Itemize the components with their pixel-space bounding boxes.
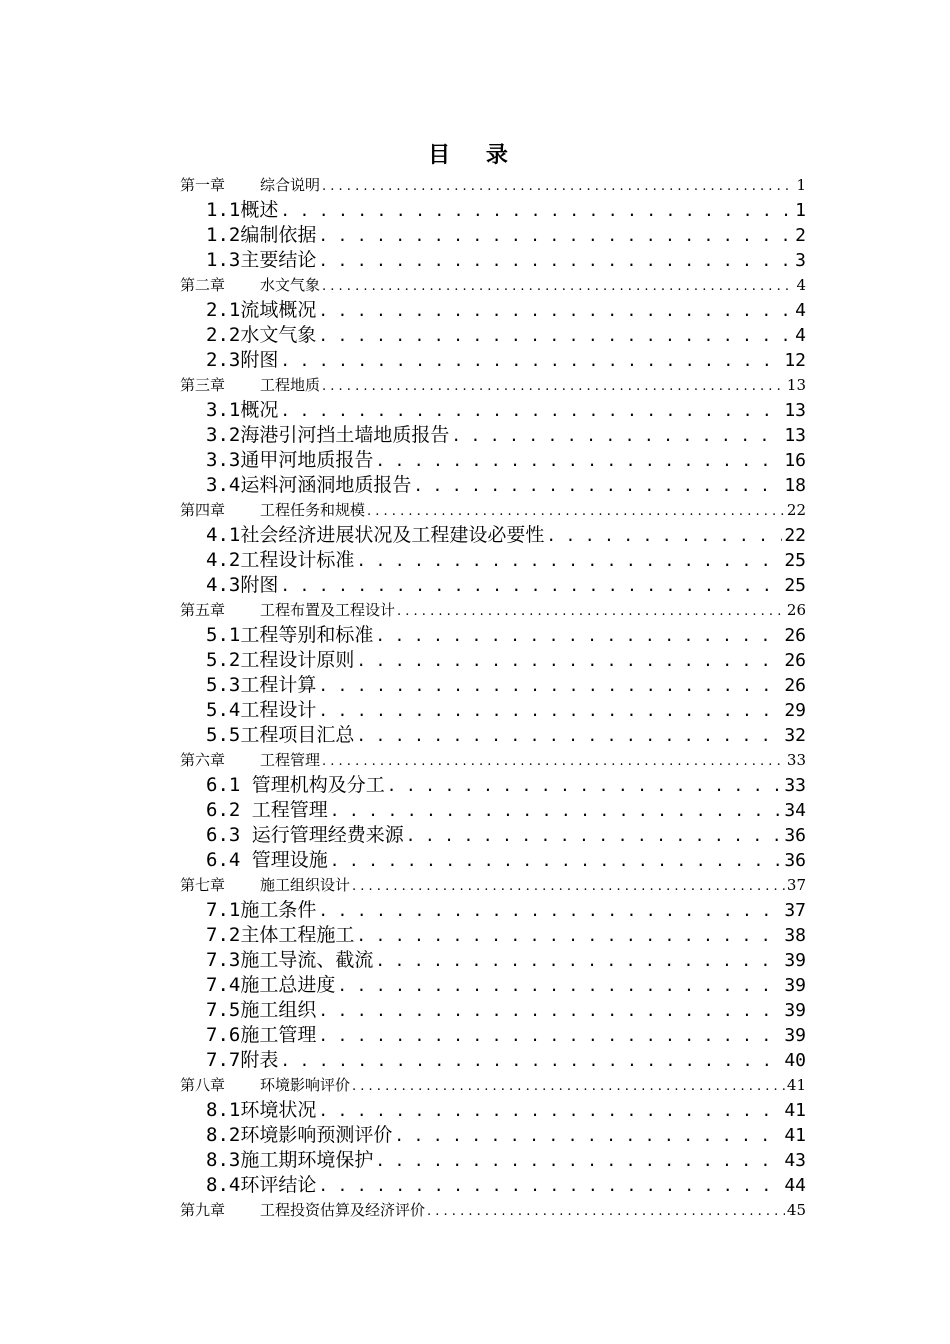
toc-entry-label: 1.3主要结论 [206,249,317,271]
dot-leader [375,448,782,473]
page-number: 25 [784,550,806,571]
dot-leader [546,523,782,548]
dot-leader [322,749,785,774]
toc-entry-label [180,1073,350,1098]
page-number: 4 [795,325,806,346]
dot-leader [356,548,782,573]
page-number: 4 [796,276,806,294]
page-number: 33 [786,751,806,769]
page-number: 37 [786,876,806,894]
toc-section-entry[interactable] [180,698,806,723]
toc-entry-label: 7.4施工总进度 [206,974,336,996]
chapter-title: 工程任务和规模 [260,501,366,519]
dot-leader [356,723,782,748]
toc-section-entry[interactable] [180,523,806,548]
page-number: 25 [784,575,806,596]
page-number: 4 [795,300,806,321]
page-number: 1 [795,200,806,221]
toc-entry-label: 5.1工程等别和标准 [206,624,374,646]
page-number: 39 [784,950,806,971]
page-number: 26 [786,601,806,619]
page-number: 26 [784,650,806,671]
dot-leader [330,798,783,823]
page-number: 45 [786,1201,806,1219]
chapter-title: 工程投资估算及经济评价 [260,1201,426,1219]
toc-chapter-entry[interactable] [180,498,806,523]
toc-section-entry[interactable] [180,773,806,798]
toc-section-entry[interactable] [180,1148,806,1173]
chapter-title: 工程地质 [260,376,321,394]
page-number: 18 [784,475,806,496]
dot-leader [322,374,785,399]
dot-leader [337,973,782,998]
page-number: 26 [784,675,806,696]
dot-leader [318,323,793,348]
chapter-number: 第五章 [180,601,226,619]
dot-leader [427,1199,785,1224]
toc-entry-label: 8.1环境状况 [206,1099,317,1121]
page-number: 12 [784,350,806,371]
page-number: 41 [784,1125,806,1146]
toc-entry-label [180,748,320,773]
toc-entry-label: 2.3附图 [206,349,279,371]
dot-leader [280,398,782,423]
toc-section-entry[interactable] [180,248,806,273]
dot-leader [318,698,782,723]
page-number: 32 [784,725,806,746]
toc-section-entry[interactable] [180,623,806,648]
dot-leader [406,823,783,848]
page-number: 43 [784,1150,806,1171]
toc-entry-label: 3.1概况 [206,399,279,421]
dot-leader [352,874,785,899]
toc-section-entry[interactable] [180,798,806,823]
page-number: 34 [784,800,806,821]
dot-leader [322,174,794,199]
toc-section-entry[interactable] [180,548,806,573]
toc-chapter-entry[interactable] [180,1198,806,1223]
table-of-contents [180,173,806,1223]
toc-entry-label: 3.3通甲河地质报告 [206,449,374,471]
chapter-title: 施工组织设计 [260,876,351,894]
dot-leader [280,1048,782,1073]
toc-entry-label [180,598,395,623]
dot-leader [451,423,782,448]
toc-entry-label: 6.1 管理机构及分工 [206,774,385,796]
chapter-number: 第四章 [180,501,226,519]
page-number: 13 [786,376,806,394]
dot-leader [387,773,783,798]
toc-chapter-entry[interactable] [180,173,806,198]
toc-chapter-entry[interactable] [180,748,806,773]
dot-leader [375,1148,782,1173]
toc-entry-label: 1.1概述 [206,199,279,221]
page-number: 41 [784,1100,806,1121]
page-number: 39 [784,975,806,996]
dot-leader [330,848,783,873]
toc-entry-label: 5.3工程计算 [206,674,317,696]
page-number: 2 [795,225,806,246]
toc-section-entry[interactable] [180,723,806,748]
toc-entry-label [180,873,350,898]
toc-entry-label: 8.3施工期环境保护 [206,1149,374,1171]
toc-section-entry[interactable] [180,348,806,373]
dot-leader [318,1173,782,1198]
toc-entry-label: 2.1流域概况 [206,299,317,321]
toc-entry-label: 7.6施工管理 [206,1024,317,1046]
toc-section-entry[interactable] [180,1098,806,1123]
page-number: 36 [784,825,806,846]
toc-entry-label: 3.2海港引河挡土墙地质报告 [206,424,450,446]
toc-section-entry[interactable] [180,398,806,423]
toc-section-entry[interactable] [180,673,806,698]
dot-leader [318,223,793,248]
page-number: 39 [784,1025,806,1046]
dot-leader [352,1074,785,1099]
toc-section-entry[interactable] [180,1173,806,1198]
dot-leader [318,248,793,273]
toc-entry-label: 7.7附表 [206,1049,279,1071]
page-number: 41 [786,1076,806,1094]
page-number: 26 [784,625,806,646]
toc-chapter-entry[interactable] [180,373,806,398]
chapter-number: 第八章 [180,1076,226,1094]
dot-leader [318,1098,782,1123]
toc-section-entry[interactable] [180,898,806,923]
toc-entry-label [180,173,320,198]
toc-section-entry[interactable] [180,1048,806,1073]
chapter-number: 第一章 [180,176,226,194]
toc-entry-label: 3.4运料河涵洞地质报告 [206,474,412,496]
toc-entry-label: 7.5施工组织 [206,999,317,1021]
dot-leader [397,599,785,624]
toc-section-entry[interactable] [180,948,806,973]
toc-entry-label: 7.1施工条件 [206,899,317,921]
page-number: 1 [796,176,806,194]
toc-section-entry[interactable] [180,298,806,323]
toc-entry-label: 5.2工程设计原则 [206,649,355,671]
dot-leader [375,623,782,648]
chapter-number: 第七章 [180,876,226,894]
toc-entry-label: 1.2编制依据 [206,224,317,246]
dot-leader [280,573,782,598]
dot-leader [375,948,782,973]
page-number: 40 [784,1050,806,1071]
chapter-title: 工程管理 [260,751,321,769]
chapter-number: 第六章 [180,751,226,769]
dot-leader [318,1023,782,1048]
page-number: 44 [784,1175,806,1196]
page-number: 16 [784,450,806,471]
toc-entry-label: 4.2工程设计标准 [206,549,355,571]
toc-chapter-entry[interactable] [180,598,806,623]
chapter-title: 环境影响评价 [260,1076,351,1094]
toc-entry-label: 5.5工程项目汇总 [206,724,355,746]
toc-section-entry[interactable] [180,1123,806,1148]
toc-entry-label: 6.2 工程管理 [206,799,328,821]
dot-leader [280,348,782,373]
toc-entry-label: 7.3施工导流、截流 [206,949,374,971]
toc-entry-label: 2.2水文气象 [206,324,317,346]
page-number: 29 [784,700,806,721]
page-number: 22 [786,501,806,519]
dot-leader [318,998,782,1023]
toc-entry-label: 8.2环境影响预测评价 [206,1124,393,1146]
dot-leader [322,274,794,299]
page-number: 13 [784,425,806,446]
dot-leader [413,473,782,498]
chapter-title: 水文气象 [260,276,321,294]
page-number: 37 [784,900,806,921]
page-number: 22 [784,525,806,546]
page-number: 33 [784,775,806,796]
dot-leader [356,648,782,673]
page-number: 38 [784,925,806,946]
toc-section-entry[interactable] [180,1023,806,1048]
toc-entry-label: 6.3 运行管理经费来源 [206,824,404,846]
toc-entry-label: 4.3附图 [206,574,279,596]
chapter-number: 第三章 [180,376,226,394]
toc-section-entry[interactable] [180,823,806,848]
toc-section-entry[interactable] [180,923,806,948]
toc-chapter-entry[interactable] [180,1073,806,1098]
dot-leader [394,1123,782,1148]
toc-entry-label [180,373,320,398]
dot-leader [318,298,793,323]
toc-section-entry[interactable] [180,223,806,248]
toc-section-entry[interactable] [180,423,806,448]
page-number: 39 [784,1000,806,1021]
toc-entry-label [180,273,320,298]
toc-entry-label: 4.1社会经济进展状况及工程建设必要性 [206,524,545,546]
toc-section-entry[interactable] [180,323,806,348]
chapter-title: 工程布置及工程设计 [260,601,396,619]
dot-leader [356,923,782,948]
dot-leader [367,499,785,524]
toc-chapter-entry[interactable] [180,873,806,898]
toc-chapter-entry[interactable] [180,273,806,298]
toc-section-entry[interactable] [180,448,806,473]
dot-leader [318,898,782,923]
page-number: 36 [784,850,806,871]
dot-leader [318,673,782,698]
toc-section-entry[interactable] [180,848,806,873]
toc-entry-label: 7.2主体工程施工 [206,924,355,946]
toc-entry-label: 6.4 管理设施 [206,849,328,871]
toc-section-entry[interactable] [180,198,806,223]
chapter-title: 综合说明 [260,176,321,194]
page-number: 13 [784,400,806,421]
dot-leader [280,198,793,223]
toc-section-entry[interactable] [180,973,806,998]
toc-entry-label [180,1198,425,1223]
toc-section-entry[interactable] [180,473,806,498]
toc-section-entry[interactable] [180,998,806,1023]
toc-title: 目 录 [428,143,522,168]
toc-section-entry[interactable] [180,648,806,673]
chapter-number: 第二章 [180,276,226,294]
toc-entry-label: 5.4工程设计 [206,699,317,721]
toc-entry-label [180,498,365,523]
chapter-number: 第九章 [180,1201,226,1219]
toc-section-entry[interactable] [180,573,806,598]
page-number: 3 [795,250,806,271]
toc-entry-label: 8.4环评结论 [206,1174,317,1196]
